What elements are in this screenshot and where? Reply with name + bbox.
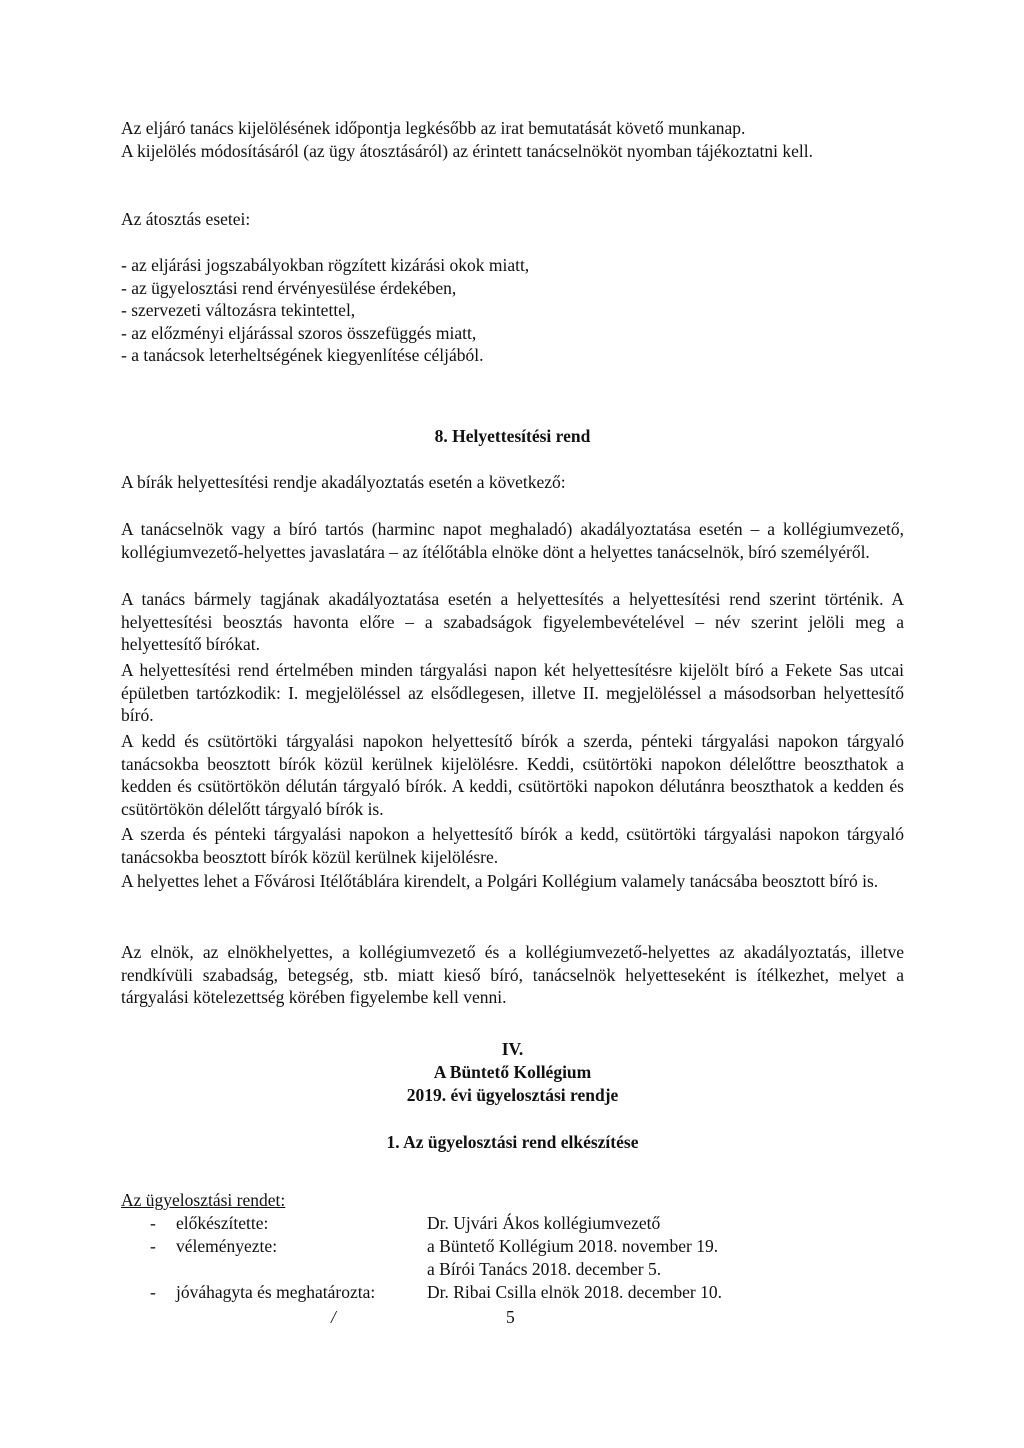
section-8-heading: 8. Helyettesítési rend xyxy=(434,426,591,446)
paragraph: A helyettesítési rend értelmében minden tárgyalási napon két helyettesítésre kijelölt bíró a Fekete Sas utcai épületben tartózkodik: I. megjelöléssel az elsődlegesen, illetve II. megjelöléssel a másodsorban helyettesítő bíró. xyxy=(121,660,904,725)
paragraph: A tanácselnök vagy a bíró tartós (harminc napot meghaladó) akadályoztatása esetén – a kollégiumvezető, kollégiumvezető-helyettes javaslatára – az ítélőtábla elnöke dönt a helyettes tanácselnök, bíró személyéről. xyxy=(121,519,904,562)
approval-row-prepared xyxy=(121,1212,904,1234)
list-item: - szervezeti változásra tekintettel, xyxy=(121,300,356,320)
chapter-subtitle: 2019. évi ügyelosztási rendje xyxy=(406,1085,619,1105)
footer-mark: / xyxy=(331,1307,336,1327)
approval-value: a Büntető Kollégium 2018. november 19. xyxy=(427,1236,719,1256)
approval-row-reviewed xyxy=(121,1235,904,1257)
cases-title: Az átosztás esetei: xyxy=(121,209,251,229)
approval-row-approved xyxy=(121,1281,904,1303)
approval-key: jóváhagyta és meghatározta: xyxy=(176,1282,376,1302)
dash: - xyxy=(150,1236,156,1256)
list-item: - a tanácsok leterheltségének kiegyenlítése céljából. xyxy=(121,345,484,365)
paragraph: A helyettes lehet a Fővárosi Itélőtáblára kirendelt, a Polgári Kollégium valamely tanácsába beosztott bíró is. xyxy=(121,871,879,891)
paragraph: Az elnök, az elnökhelyettes, a kollégiumvezető és a kollégiumvezető-helyettes az akadályoztatás, illetve rendkívüli szabadság, betegség, stb. miatt kieső bíró, tanácselnök helyetteseként is ítélkezhet, melyet a tárgyalási kötelezettség körében figyelembe kell venni. xyxy=(121,942,904,1007)
approval-key: előkészítette: xyxy=(176,1213,269,1233)
section-1-heading: 1. Az ügyelosztási rend elkészítése xyxy=(386,1132,639,1152)
dash: - xyxy=(150,1282,156,1302)
paragraph: A kedd és csütörtöki tárgyalási napokon helyettesítő bírók a szerda, pénteki tárgyalási napokon tárgyaló tanácsokba beosztott bírók közül kerülnek kijelölésre. Keddi, csütörtöki napokon délelőttre beoszthatok a kedden és csütörtökön délután tárgyaló bírók. A keddi, csütörtöki napokon délutánra beoszthatok a kedden és csütörtökön délelőtt tárgyaló bírók is. xyxy=(121,731,904,819)
approval-value: Dr. Ribai Csilla elnök 2018. december 10. xyxy=(427,1282,723,1302)
intro-line-1: Az eljáró tanács kijelölésének időpontja legkésőbb az irat bemutatását követő munkanap. xyxy=(121,118,746,138)
page-number: 5 xyxy=(506,1307,515,1327)
cases-list xyxy=(121,254,904,367)
intro-line-2: A kijelölés módosításáról (az ügy átosztásáról) az érintett tanácselnököt nyomban tájékoztatni kell. xyxy=(121,140,814,161)
paragraph: A szerda és pénteki tárgyalási napokon a helyettesítő bírók a kedd, csütörtöki tárgyalási napokon tárgyaló tanácsokba beosztott bírók közül kerülnek kijelölésre. xyxy=(121,824,904,867)
list-item: - az ügyelosztási rend érvényesülése érdekében, xyxy=(121,277,457,298)
list-item: - az előzményi eljárással szoros összefüggés miatt, xyxy=(121,322,477,343)
approval-value: a Bírói Tanács 2018. december 5. xyxy=(427,1259,662,1279)
chapter-numeral: IV. xyxy=(501,1039,524,1059)
chapter-title: A Büntető Kollégium xyxy=(433,1062,592,1082)
dash: - xyxy=(150,1213,156,1233)
section-8-lead: A bírák helyettesítési rendje akadályoztatás esetén a következő: xyxy=(121,472,566,492)
approval-label: Az ügyelosztási rendet: xyxy=(121,1190,286,1210)
list-item: - az eljárási jogszabályokban rögzített kizárási okok miatt, xyxy=(121,255,530,275)
intro-paragraph xyxy=(121,117,904,162)
approval-row-reviewed-cont xyxy=(121,1258,904,1280)
paragraph: A tanács bármely tagjának akadályoztatása esetén a helyettesítés a helyettesítési rend szerint történik. A helyettesítési beosztás havonta előre – a szabadságok figyelembevételével – név szerint jelöli meg a helyettesítő bírókat. xyxy=(121,589,904,654)
approval-key: véleményezte: xyxy=(176,1236,278,1256)
approval-value: Dr. Ujvári Ákos kollégiumvezető xyxy=(427,1213,661,1233)
